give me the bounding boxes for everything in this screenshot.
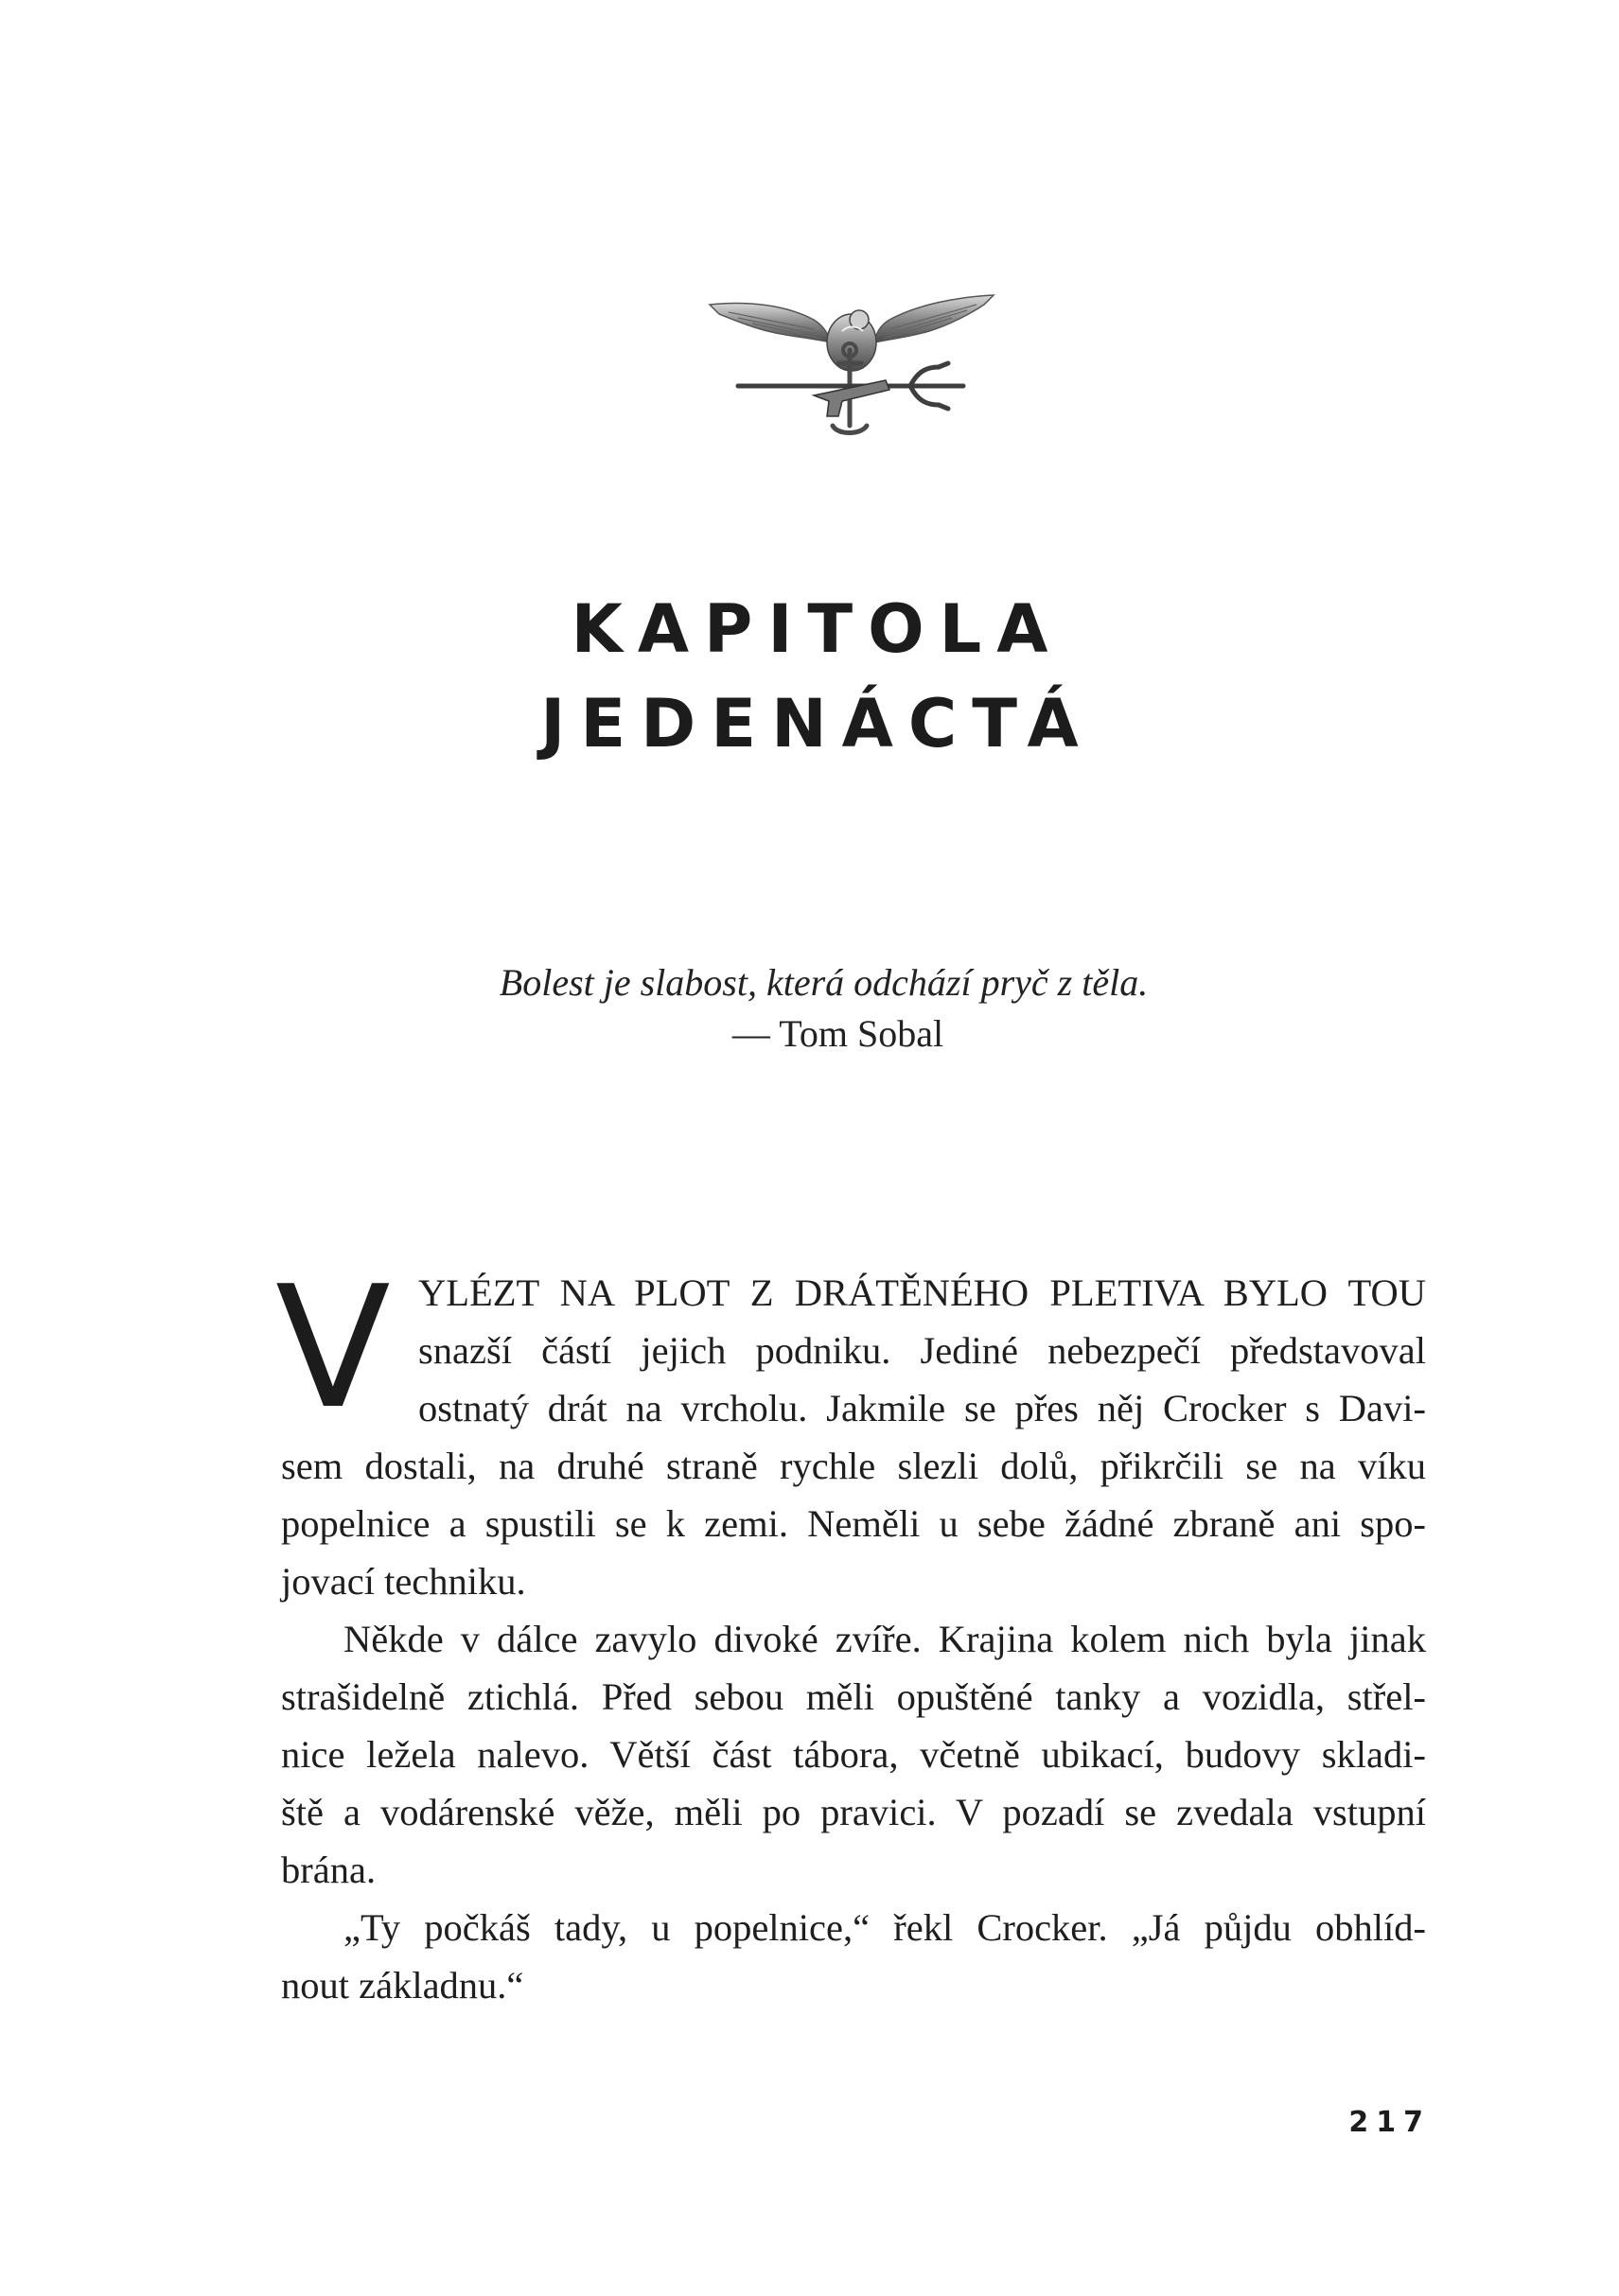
- paragraph-3: [281, 1899, 1426, 2014]
- text-line: „Ty počkáš tady, u popelnice,“ řekl Crocker. „Já půjdu obhlíd-: [343, 1906, 1426, 1949]
- text-line: strašidelně ztichlá. Před sebou měli opuštěné tanky a vozidla, střel-: [281, 1675, 1426, 1718]
- chapter-title-line2: JEDENÁCTÁ: [540, 685, 1094, 762]
- text-line: YLÉZT NA PLOT Z DRÁTĚNÉHO PLETIVA BYLO TOU: [418, 1271, 1426, 1314]
- text-line: ostnatý drát na vrcholu. Jakmile se přes něj Crocker s Davi-: [418, 1387, 1426, 1429]
- text-line: snazší částí jejich podniku. Jediné nebezpečí představoval: [418, 1329, 1426, 1372]
- page-number: 217: [1348, 2106, 1431, 2139]
- epigraph-author: — Tom Sobal: [731, 1012, 944, 1055]
- epigraph: [0, 957, 1619, 1060]
- text-line: brána.: [281, 1849, 377, 1891]
- text-line: nout základnu.“: [281, 1964, 524, 2007]
- text-line: ště a vodárenské věže, měli po pravici. V pozadí se zvedala vstupní: [281, 1791, 1426, 1833]
- text-line: nice ležela nalevo. Větší část tábora, včetně ubikací, budovy skladi-: [281, 1733, 1426, 1776]
- paragraph-1: [275, 1250, 1426, 1610]
- chapter-title-line1: KAPITOLA: [571, 590, 1064, 668]
- paragraph-2: [281, 1610, 1426, 1899]
- text-line: popelnice a spustili se k zemi. Neměli u sebe žádné zbraně ani spo-: [281, 1502, 1426, 1545]
- text-line: Někde v dálce zavylo divoké zvíře. Krajina kolem nich byla jinak: [343, 1618, 1426, 1660]
- epigraph-quote: Bolest je slabost, která odchází pryč z těla.: [499, 961, 1149, 1004]
- drop-cap: V: [275, 1250, 391, 1446]
- chapter-title: [0, 582, 1619, 771]
- trident-emblem-icon: [700, 284, 1003, 445]
- chapter-body: [275, 1250, 1426, 2014]
- text-line: sem dostali, na druhé straně rychle slezli dolů, přikrčili se na víku: [281, 1445, 1426, 1487]
- text-line: jovací techniku.: [281, 1560, 526, 1603]
